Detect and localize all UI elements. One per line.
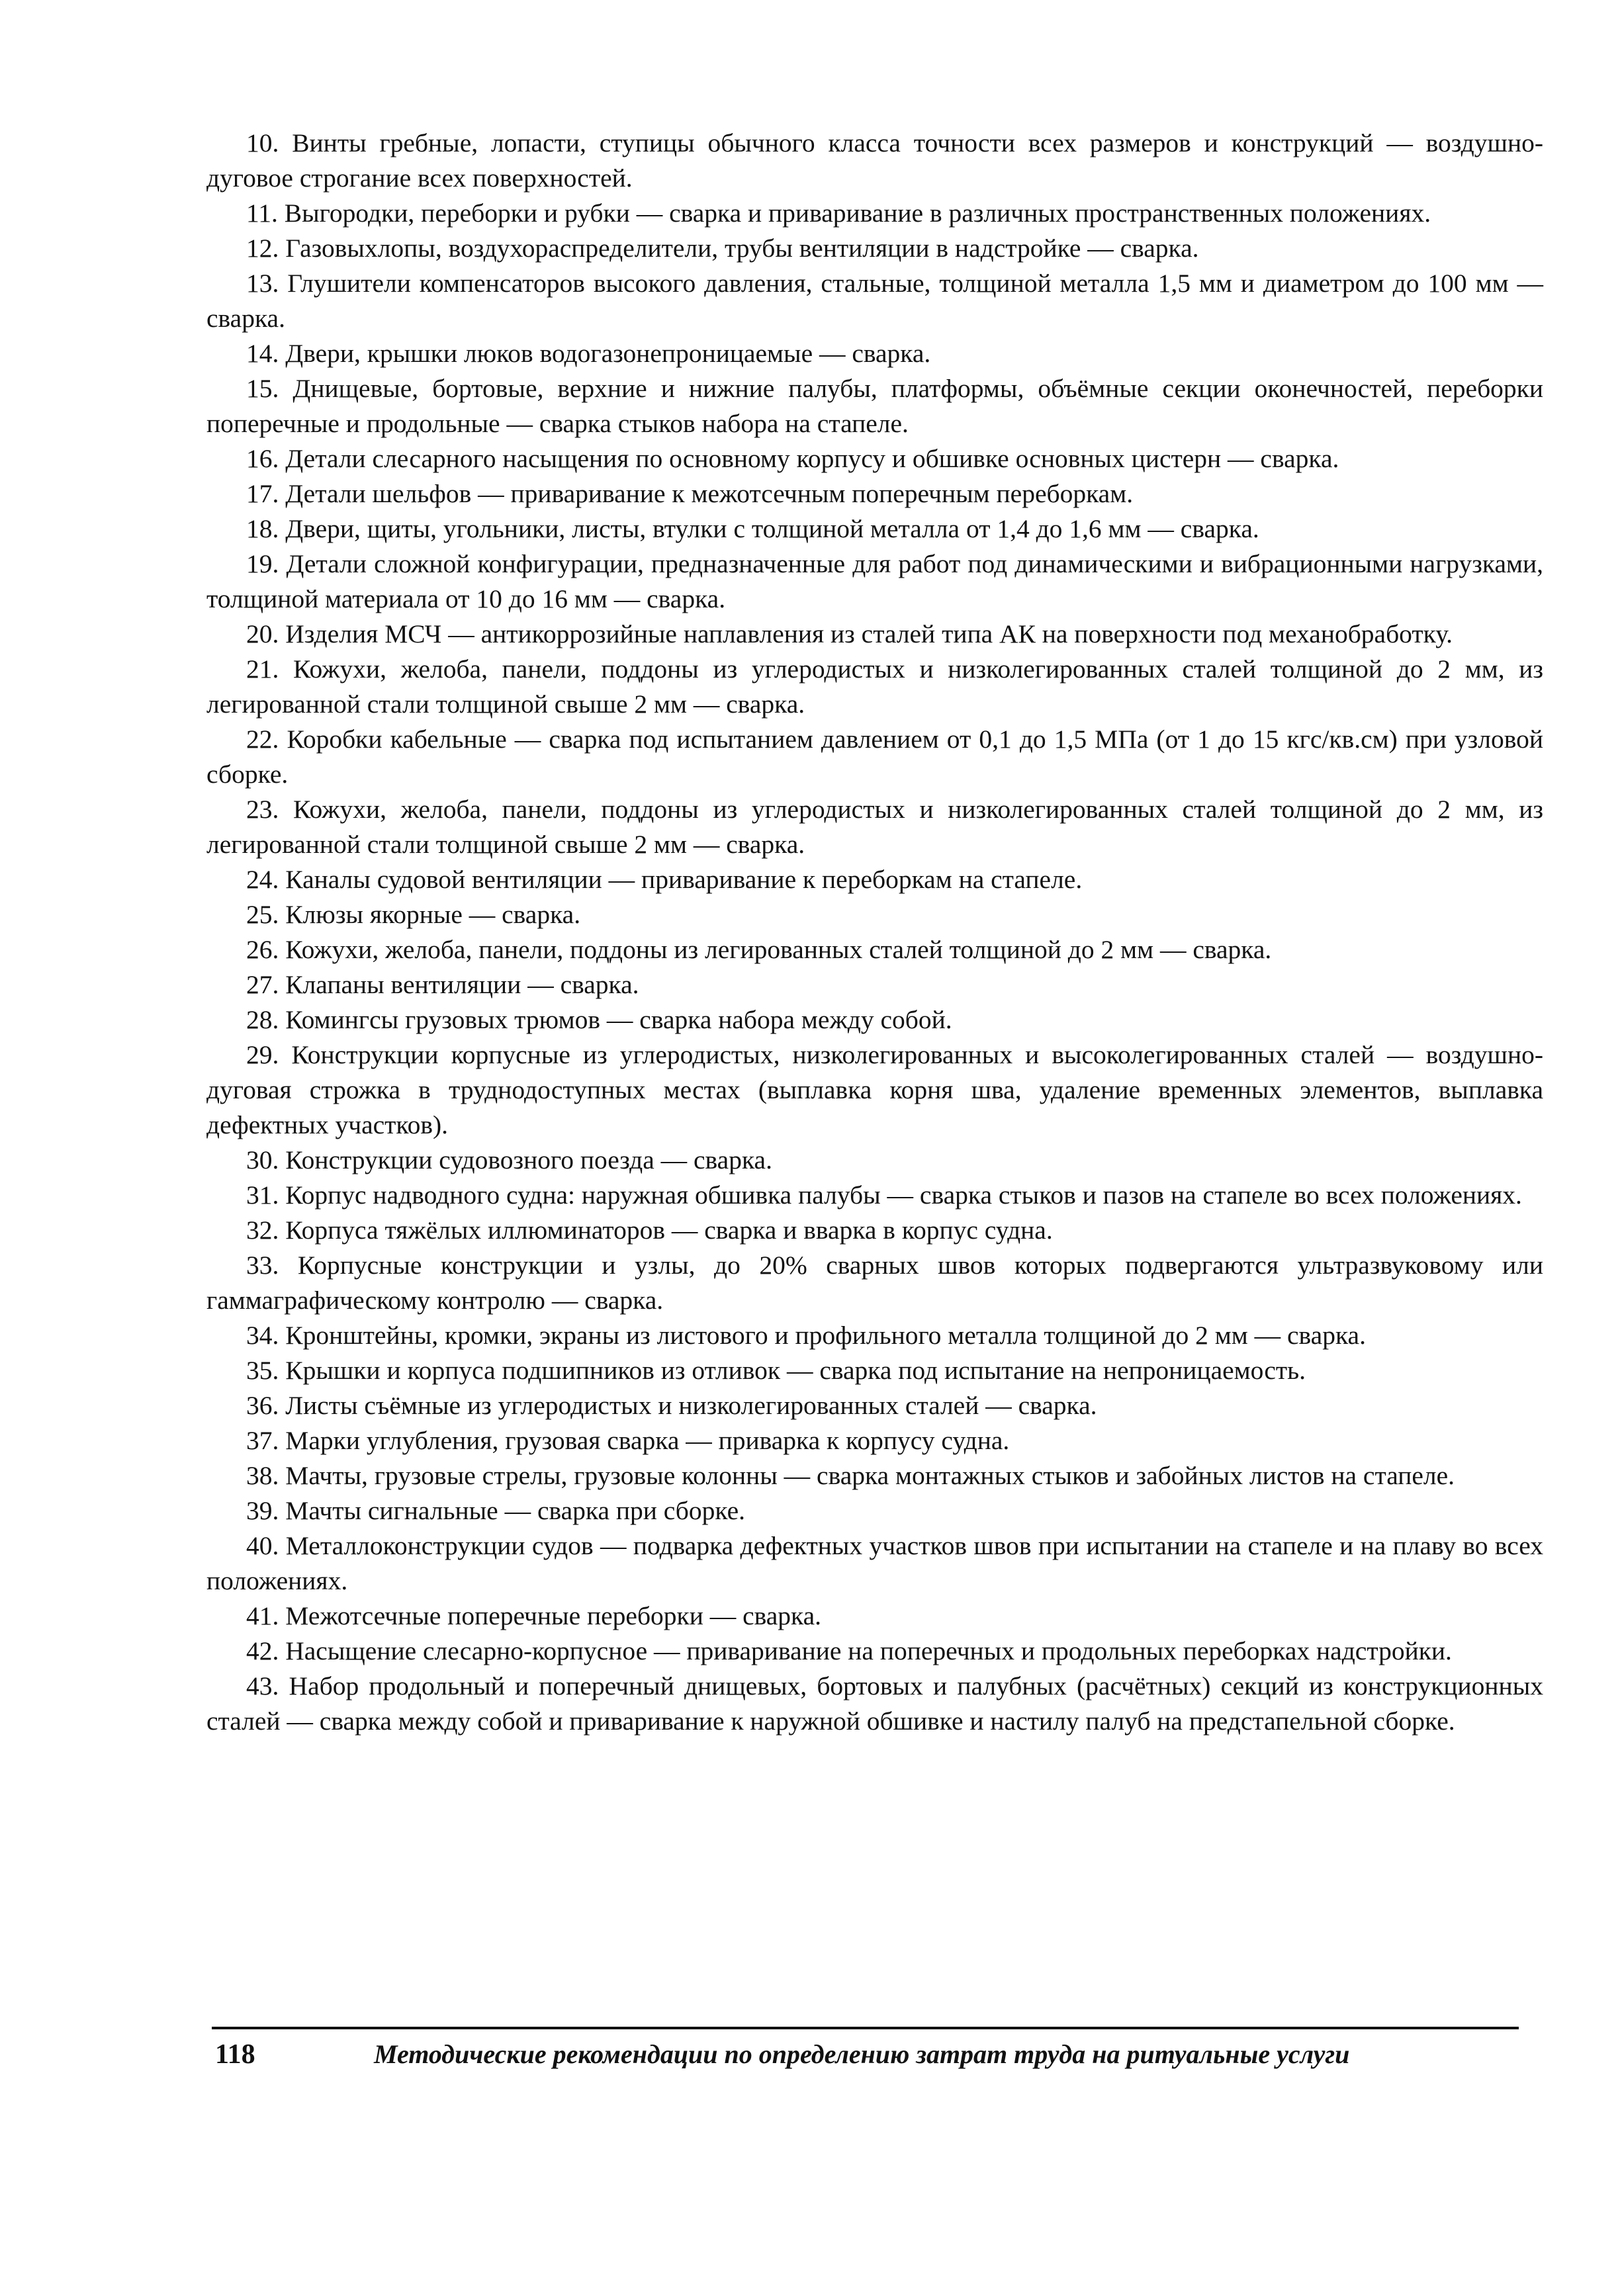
list-item: 16. Детали слесарного насыщения по основному корпусу и обшивке основных цистерн — сварка. <box>246 444 1339 473</box>
list-item: 32. Корпуса тяжёлых иллюминаторов — сварка и вварка в корпус судна. <box>246 1215 1053 1245</box>
page-number: 118 <box>215 2039 255 2070</box>
list-item: 34. Кронштейны, кромки, экраны из листового и профильного металла толщиной до 2 мм — сварка. <box>246 1321 1366 1350</box>
list-item: 22. Коробки кабельные — сварка под испытанием давлением от 0,1 до 1,5 МПа (от 1 до 15 кгс/кв.см) при узловой сборке. <box>206 725 1543 789</box>
document-body <box>206 126 1543 1739</box>
list-item: 24. Каналы судовой вентиляции — приваривание к переборкам на стапеле. <box>246 865 1083 894</box>
list-item: 43. Набор продольный и поперечный днищевых, бортовых и палубных (расчётных) секций из конструкционных сталей — сварка между собой и приваривание к наружной обшивке и настилу палуб на предстапельной сборке. <box>206 1671 1543 1736</box>
running-title: Методические рекомендации по определению затрат труда на ритуальные услуги <box>374 2039 1350 2069</box>
list-item: 12. Газовыхлопы, воздухораспределители, трубы вентиляции в надстройке — сварка. <box>246 234 1199 263</box>
list-item: 29. Конструкции корпусные из углеродистых, низколегированных и высоколегированных сталей — воздушно-дуговая строжка в труднодоступных местах (выплавка корня шва, удаление временных элементов, выплавка дефектных участков). <box>206 1040 1543 1139</box>
list-item: 30. Конструкции судовозного поезда — сварка. <box>246 1145 772 1174</box>
list-item: 36. Листы съёмные из углеродистых и низколегированных сталей — сварка. <box>246 1391 1097 1420</box>
list-item: 31. Корпус надводного судна: наружная обшивка палубы — сварка стыков и пазов на стапеле во всех положениях. <box>246 1180 1522 1210</box>
list-item: 26. Кожухи, желоба, панели, поддоны из легированных сталей толщиной до 2 мм — сварка. <box>246 935 1272 964</box>
list-item: 21. Кожухи, желоба, панели, поддоны из углеродистых и низколегированных сталей толщиной до 2 мм, из легированной стали толщиной свыше 2 мм — сварка. <box>206 654 1543 719</box>
list-item: 41. Межотсечные поперечные переборки — сварка. <box>246 1601 822 1630</box>
list-item: 13. Глушители компенсаторов высокого давления, стальные, толщиной металла 1,5 мм и диаметром до 100 мм — сварка. <box>206 269 1543 333</box>
list-item: 20. Изделия МСЧ — антикоррозийные наплавления из сталей типа АК на поверхности под механобработку. <box>246 619 1453 648</box>
list-item: 15. Днищевые, бортовые, верхние и нижние палубы, платформы, объёмные секции оконечностей, переборки поперечные и продольные — сварка стыков набора на стапеле. <box>206 374 1543 438</box>
list-item: 19. Детали сложной конфигурации, предназначенные для работ под динамическими и вибрационными нагрузками, толщиной материала от 10 до 16 мм — сварка. <box>206 549 1543 613</box>
list-item: 18. Двери, щиты, угольники, листы, втулки с толщиной металла от 1,4 до 1,6 мм — сварка. <box>246 514 1259 543</box>
list-item: 27. Клапаны вентиляции — сварка. <box>246 970 639 999</box>
list-item: 17. Детали шельфов — приваривание к межотсечным поперечным переборкам. <box>246 479 1134 508</box>
list-item: 40. Металлоконструкции судов — подварка дефектных участков швов при испытании на стапеле и на плаву во всех положениях. <box>206 1531 1543 1595</box>
list-item: 39. Мачты сигнальные — сварка при сборке. <box>246 1496 746 1525</box>
list-item: 42. Насыщение слесарно-корпусное — приваривание на поперечных и продольных переборках надстройки. <box>246 1636 1452 1665</box>
list-item: 11. Выгородки, переборки и рубки — сварка и приваривание в различных пространственных положениях. <box>246 199 1431 228</box>
list-item: 28. Комингсы грузовых трюмов — сварка набора между собой. <box>246 1005 952 1034</box>
list-item: 25. Клюзы якорные — сварка. <box>246 900 581 929</box>
list-item: 23. Кожухи, желоба, панели, поддоны из углеродистых и низколегированных сталей толщиной до 2 мм, из легированной стали толщиной свыше 2 мм — сварка. <box>206 795 1543 859</box>
list-item: 33. Корпусные конструкции и узлы, до 20% сварных швов которых подвергаются ультразвуковому или гаммаграфическому контролю — сварка. <box>206 1251 1543 1315</box>
list-item: 38. Мачты, грузовые стрелы, грузовые колонны — сварка монтажных стыков и забойных листов на стапеле. <box>246 1461 1455 1490</box>
list-item: 37. Марки углубления, грузовая сварка — приварка к корпусу судна. <box>246 1426 1010 1455</box>
footer-divider <box>212 2027 1519 2029</box>
list-item: 10. Винты гребные, лопасти, ступицы обычного класса точности всех размеров и конструкций — воздушно-дуговое строгание всех поверхностей. <box>206 128 1543 193</box>
list-item: 14. Двери, крышки люков водогазонепроницаемые — сварка. <box>246 339 931 368</box>
list-item: 35. Крышки и корпуса подшипников из отливок — сварка под испытание на непроницаемость. <box>246 1356 1306 1385</box>
